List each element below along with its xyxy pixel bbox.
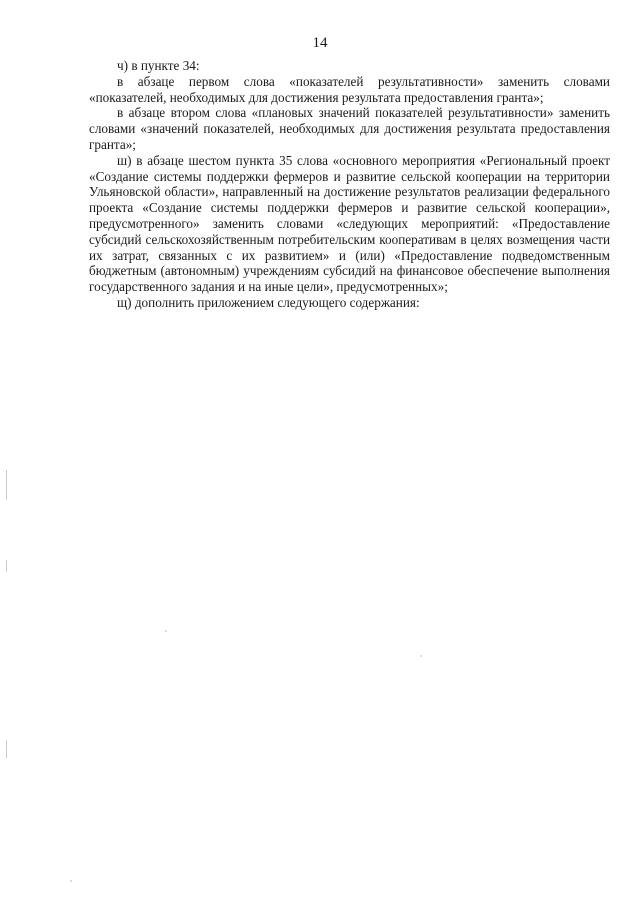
scan-edge-mark (6, 740, 7, 758)
paragraph-second-abzac: в абзаце втором слова «плановых значений показателей результативности» заменить словами «значений показателей, необходимых для достижения результата предоставления гранта»; (89, 105, 610, 152)
document-body (89, 58, 610, 311)
paragraph-item-shch: щ) дополнить приложением следующего содержания: (117, 294, 420, 310)
scan-edge-mark (6, 560, 7, 572)
scan-edge-mark (6, 470, 7, 500)
scan-speck (165, 630, 167, 632)
paragraph-item-ch: ч) в пункте 34: (117, 58, 200, 73)
paragraph-item-sh: ш) в абзаце шестом пункта 35 слова «основного мероприятия «Региональный проект «Создание системы поддержки фермеров и развитие сельской кооперации на территории Ульяновской области», направленный на достижение результатов реализации федерального проекта «Создание системы поддержки фермеров и развитие сельской кооперации», предусмотренного» заменить словами «следующих мероприятий: «Предоставление субсидий сельскохозяйственным потребительским кооперативам в целях возмещения части их затрат, связанных с их развитием» и (или) «Предоставление подведомственным бюджетным (автономным) учреждениям субсидий на финансовое обеспечение выполнения государственного задания и на иные цели», предусмотренных»; (89, 152, 610, 295)
scan-speck (70, 880, 72, 882)
paragraph-first-abzac: в абзаце первом слова «показателей результативности» заменить словами «показателей, необходимых для достижения результата предоставления гранта»; (89, 73, 610, 105)
page-number: 14 (312, 35, 328, 51)
scan-speck (420, 655, 422, 657)
